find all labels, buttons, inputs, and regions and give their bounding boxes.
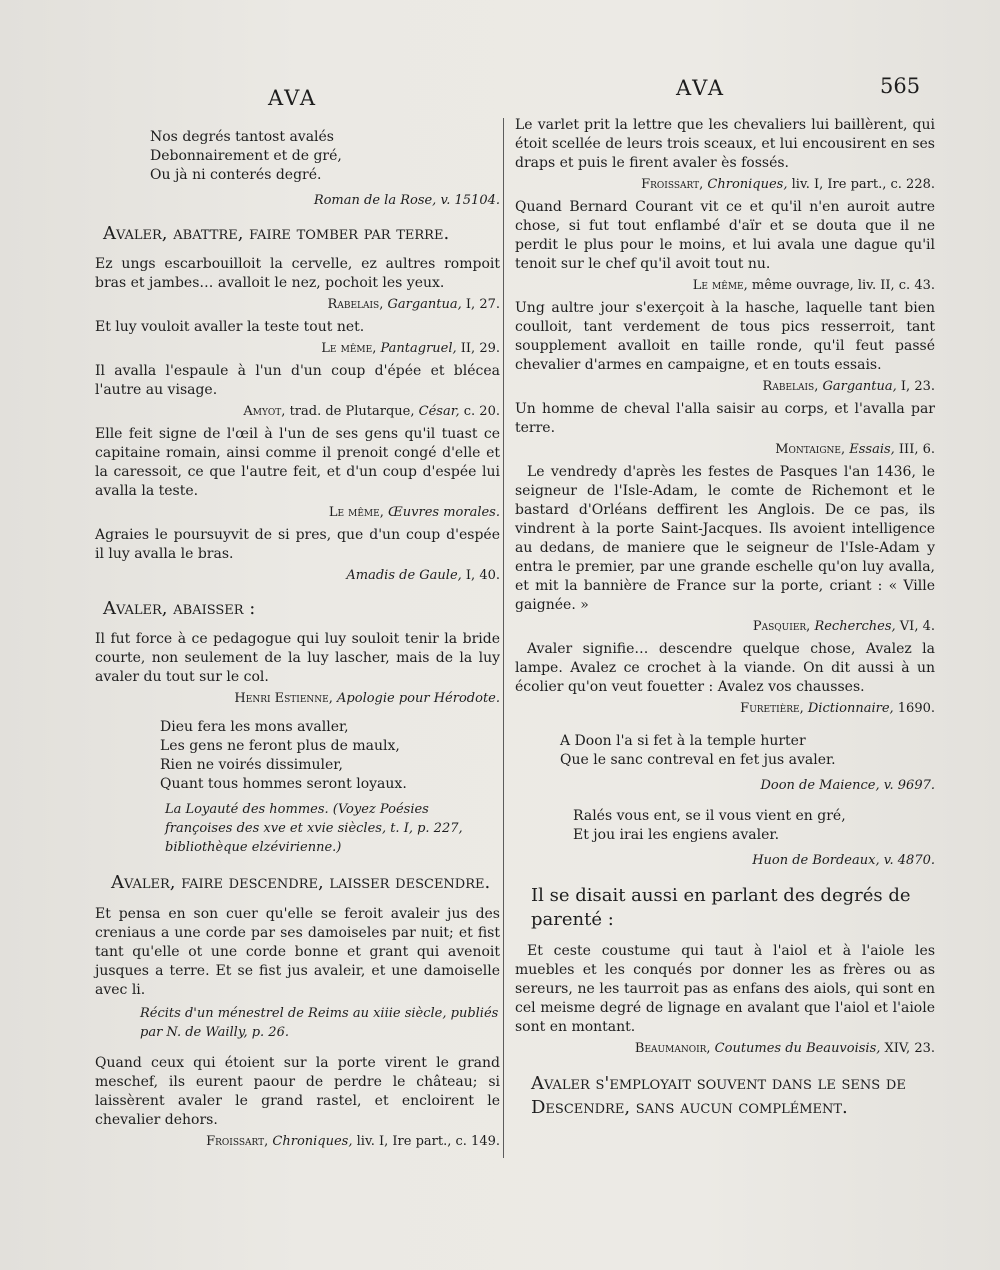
verse-line: Les gens ne feront plus de maulx, — [160, 738, 400, 754]
quote-text: Quand Bernard Courant vit ce et qu'il n'en auroit autre chose, si fut tout enflambé d'aïr et se douta que il ne perdit le plus pour le moins, et lui avala une dague qu'il tenoit sur le chef qu'il avoit tout nu. — [515, 199, 935, 272]
entry-heading: Avaler s'employait souvent dans le sens de Descendre, sans aucun complément. — [531, 1073, 906, 1118]
verse-line: Debonnairement et de gré, — [150, 148, 342, 164]
quote-source: Beaumanoir, Coutumes du Beauvoisis, XIV, 23. — [634, 1041, 935, 1056]
quote-text: Un homme de cheval l'alla saisir au corps, et l'avalla par terre. — [515, 401, 935, 436]
quote-source: La Loyauté des hommes. (Voyez Poésies françoises des xve et xvie siècles, t. I, p. 227, bibliothèque elzévirienne.) — [165, 802, 463, 855]
quote-text: Le varlet prit la lettre que les chevaliers lui baillèrent, qui étoit scellée de leurs trois sceaux, et lui encousirent en ses draps et puis le firent avaler ès fossés. — [515, 117, 935, 171]
quote-source: Montaigne, Essais, III, 6. — [775, 442, 935, 457]
entry-heading: Avaler, abattre, faire tomber par terre. — [103, 223, 450, 244]
quote-source: Récits d'un ménestrel de Reims au xiiie siècle, publiés par N. de Wailly, p. 26. — [140, 1006, 499, 1040]
verse-quote — [95, 718, 500, 794]
quote-source: Huon de Bordeaux, v. 4870. — [752, 853, 935, 868]
quote-text: Quand ceux qui étoient sur la porte virent le grand meschef, ils eurent paour de perdre le château; si laissèrent avaler le grand rastel, et encloirent le chevalier dehors. — [95, 1055, 500, 1128]
right-column — [515, 116, 935, 1130]
quote-text: Ez ungs escarbouilloit la cervelle, ez aultres rompoit bras et jambes… avalloit le nez, pochoit les yeux. — [95, 256, 500, 291]
entry-heading: Avaler, abaisser : — [103, 598, 256, 619]
quote-source: Rabelais, Gargantua, I, 23. — [762, 379, 935, 394]
quote-text: Ung aultre jour s'exerçoit à la hasche, laquelle tant bien coulloit, tant verdement de tous pics resserroit, tant soupplement avalloit en taille ronde, qu'il feut passé chevalier d'armes en campaigne, et en touts essais. — [515, 300, 935, 373]
verse-line: Et jou irai les engiens avaler. — [573, 827, 780, 843]
quote-source: Le même, Œuvres morales. — [328, 505, 500, 520]
quote-text: Et luy vouloit avaller la teste tout net. — [95, 319, 365, 335]
quote-source: Le même, même ouvrage, liv. II, c. 43. — [692, 278, 935, 293]
quote-source: Furetière, Dictionnaire, 1690. — [740, 701, 935, 716]
column-divider — [503, 118, 504, 1158]
verse-line: Quant tous hommes seront loyaux. — [160, 776, 407, 792]
quote-text: Elle feit signe de l'œil à l'un de ses gens qu'il tuast ce capitaine romain, ainsi comme il prenoit congé d'elle et la caressoit, ce que l'autre feit, et d'un coup d'espée lui avalla la teste. — [95, 426, 500, 499]
quote-source: Roman de la Rose, v. 15104. — [313, 193, 500, 208]
verse-line: Que le sanc contreval en fet jus avaler. — [560, 752, 836, 768]
quote-source: Henri Estienne, Apologie pour Hérodote. — [234, 691, 500, 706]
quote-source: Froissart, Chroniques, liv. I, Ire part., c. 228. — [641, 177, 935, 192]
quote-text: Il fut force à ce pedagogue qui luy souloit tenir la bride courte, non seulement de la luy lascher, mais de la luy avaler du tout sur le col. — [95, 631, 500, 685]
quote-text: Avaler signifie… descendre quelque chose, Avalez la lampe. Avalez ce crochet à la viande. On dit aussi à un écolier qu'on veut fouetter : Avalez vos chausses. — [515, 641, 935, 695]
running-head-right: AVA — [676, 76, 726, 100]
page-number: 565 — [880, 74, 921, 98]
quote-source: Doon de Maience, v. 9697. — [760, 778, 935, 793]
quote-text: Et ceste coustume qui taut à l'aiol et à l'aiole les muebles et les conqués por donner les as frères ou as sereurs, ne les taurroit pas as enfans des aiols, qui sont en cel meisme degré de lignage en avalant que l'aiol et l'aiole sont en montant. — [515, 943, 935, 1035]
quote-source: Pasquier, Recherches, VI, 4. — [752, 619, 935, 634]
verse-line: Dieu fera les mons avaller, — [160, 719, 349, 735]
quote-text: Agraies le poursuyvit de si pres, que d'un coup d'espée il luy avalla le bras. — [95, 527, 500, 562]
quote-text: Le vendredy d'après les festes de Pasques l'an 1436, le seigneur de l'Isle-Adam, le comte de Richemont et le bastard d'Orléans deffirent les Anglois. De ce pas, ils vindrent à la porte Saint-Jacques. Ils avoient intelligence au dedans, de maniere que le seigneur de l'Isle-Adam y entra le premier, par une grande eschelle qu'on luy avalla, et mit la bannière de France sur la porte, criant : « Ville gaignée. » — [515, 464, 935, 613]
quote-source: Le même, Pantagruel, II, 29. — [321, 341, 500, 356]
quote-source: Froissart, Chroniques, liv. I, Ire part., c. 149. — [206, 1134, 500, 1149]
verse-line: Nos degrés tantost avalés — [150, 129, 334, 145]
verse-quote — [515, 732, 935, 770]
verse-line: Ralés vous ent, se il vous vient en gré, — [573, 808, 846, 824]
entry-heading: Il se disait aussi en parlant des degrés de parenté : — [531, 885, 911, 930]
verse-quote — [95, 128, 500, 185]
entry-heading: Avaler, faire descendre, laisser descendre. — [111, 872, 491, 893]
running-head-left: AVA — [268, 86, 318, 110]
verse-quote — [515, 807, 935, 845]
left-column — [95, 128, 500, 1155]
quote-text: Il avalla l'espaule à l'un d'un coup d'épée et blécea l'autre au visage. — [95, 363, 500, 398]
quote-text: Et pensa en son cuer qu'elle se feroit avaleir jus des creniaus a une corde par ses damoiseles par nuit; et fist tant qu'elle ot une corde bonne et grant qui avenoit jusques a terre. Et se fist jus avaleir, et une damoiselle avec li. — [95, 906, 500, 998]
quote-source: Amadis de Gaule, I, 40. — [346, 568, 500, 583]
verse-line: Rien ne voirés dissimuler, — [160, 757, 343, 773]
verse-line: A Doon l'a si fet à la temple hurter — [560, 733, 806, 749]
quote-source: Amyot, trad. de Plutarque, César, c. 20. — [243, 404, 500, 419]
quote-source: Rabelais, Gargantua, I, 27. — [327, 297, 500, 312]
verse-line: Ou jà ni conterés degré. — [150, 167, 322, 183]
